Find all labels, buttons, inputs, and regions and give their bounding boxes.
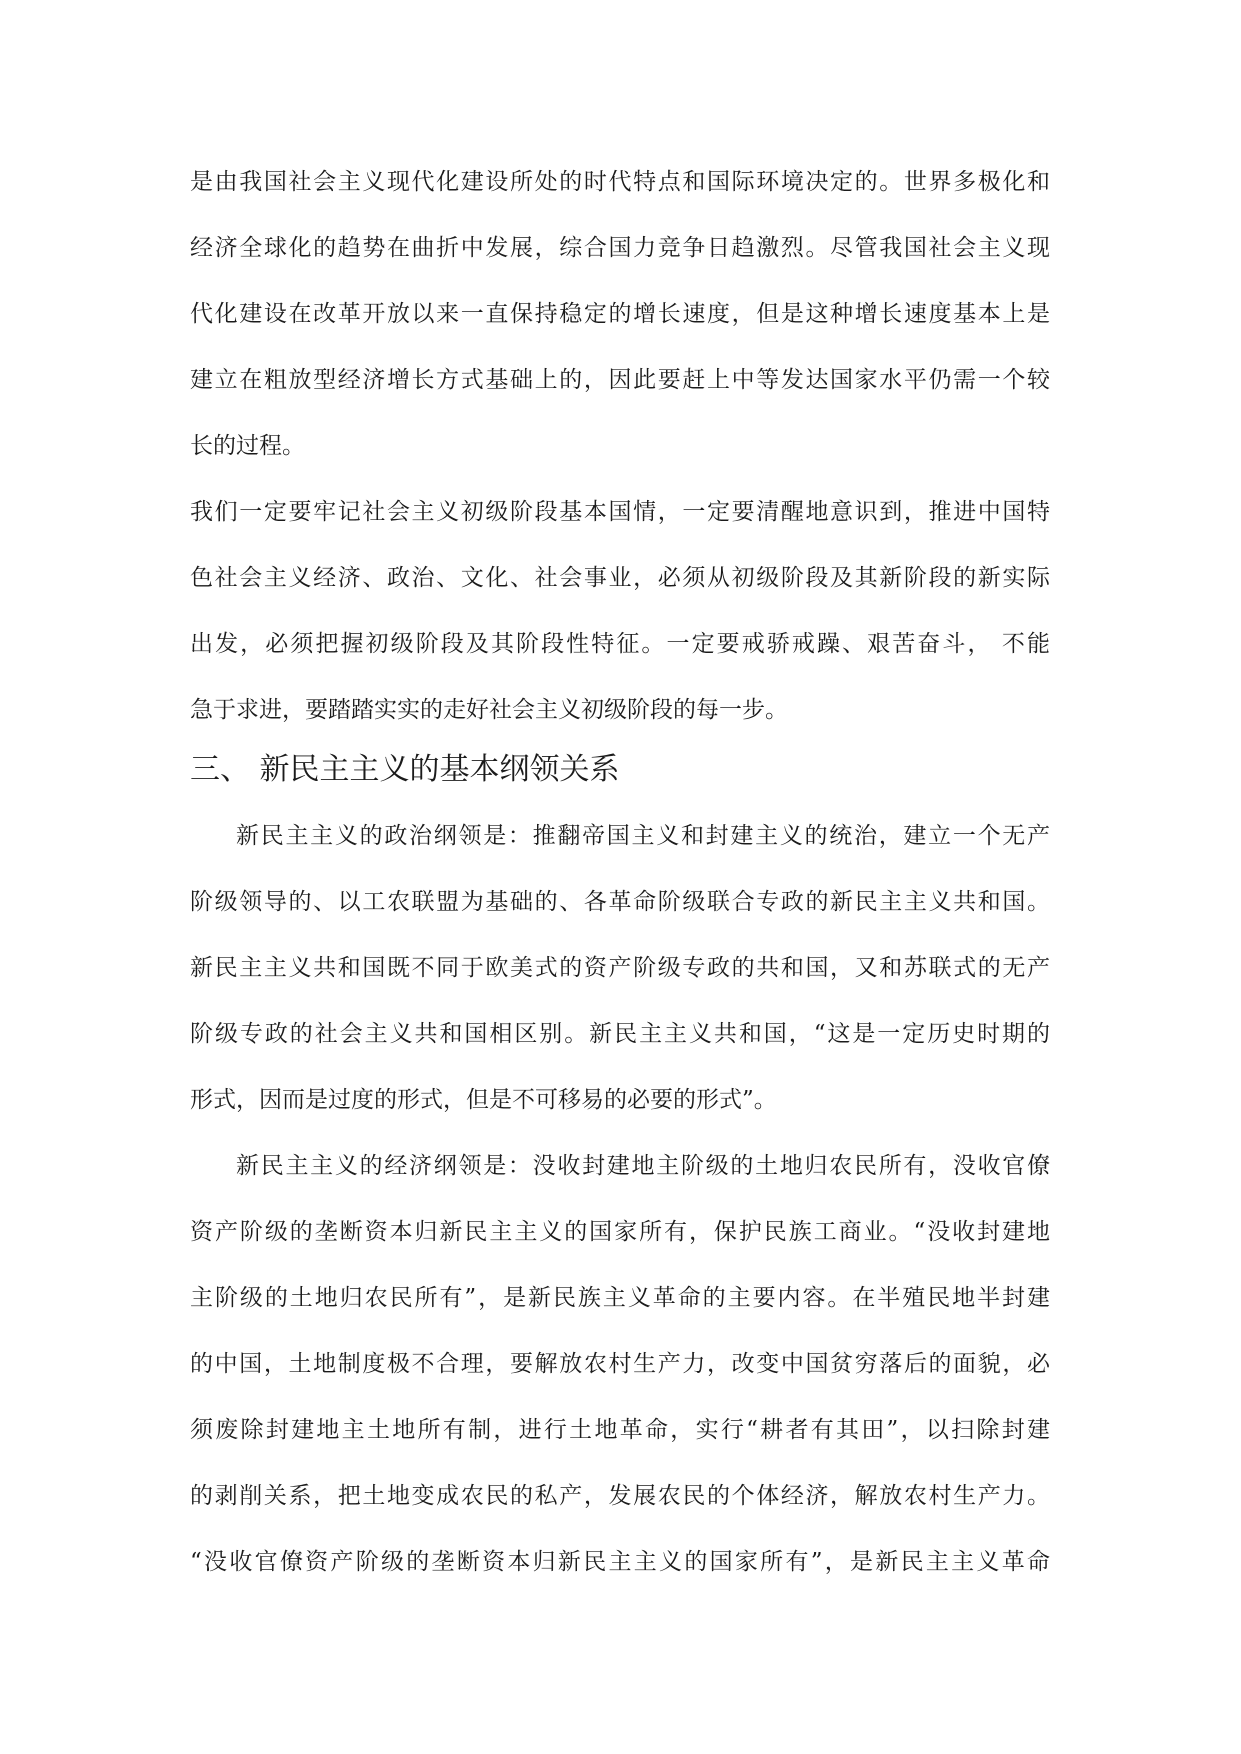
paragraph-line: 色社会主义经济、政治、文化、社会事业，必须从初级阶段及其新阶段的新实际	[190, 565, 1050, 591]
section-heading: 三、 新民主主义的基本纲领关系	[190, 752, 620, 787]
paragraph-line: 是由我国社会主义现代化建设所处的时代特点和国际环境决定的。世界多极化和	[190, 169, 1050, 195]
paragraph-line: 的中国，土地制度极不合理，要解放农村生产力，改变中国贫穷落后的面貌，必	[190, 1351, 1050, 1377]
paragraph-line: 代化建设在改革开放以来一直保持稳定的增长速度，但是这种增长速度基本上是	[190, 301, 1050, 327]
paragraph-line: 阶级专政的社会主义共和国相区别。新民主主义共和国，“这是一定历史时期的	[190, 1021, 1050, 1047]
paragraph-line: 新民主主义的政治纲领是：推翻帝国主义和封建主义的统治，建立一个无产	[236, 823, 1050, 849]
paragraph-line: 的剥削关系，把土地变成农民的私产，发展农民的个体经济，解放农村生产力。	[190, 1483, 1050, 1509]
paragraph-line: 经济全球化的趋势在曲折中发展，综合国力竞争日趋激烈。尽管我国社会主义现	[190, 235, 1050, 261]
paragraph-line: 新民主主义共和国既不同于欧美式的资产阶级专政的共和国，又和苏联式的无产	[190, 955, 1050, 981]
paragraph-line: 资产阶级的垄断资本归新民主主义的国家所有，保护民族工商业。“没收封建地	[190, 1219, 1050, 1245]
paragraph-line: 急于求进，要踏踏实实的走好社会主义初级阶段的每一步。	[190, 697, 788, 723]
paragraph-line: 建立在粗放型经济增长方式基础上的，因此要赶上中等发达国家水平仍需一个较	[190, 367, 1050, 393]
paragraph-line: 阶级领导的、以工农联盟为基础的、各革命阶级联合专政的新民主主义共和国。	[190, 889, 1050, 915]
paragraph-line: 出发，必须把握初级阶段及其阶段性特征。一定要戒骄戒躁、艰苦奋斗， 不能	[190, 631, 1050, 657]
paragraph-line: 形式，因而是过度的形式，但是不可移易的必要的形式”。	[190, 1087, 777, 1113]
paragraph-line: 新民主主义的经济纲领是：没收封建地主阶级的土地归农民所有，没收官僚	[236, 1153, 1050, 1179]
paragraph-line: “没收官僚资产阶级的垄断资本归新民主主义的国家所有”，是新民主主义革命	[190, 1549, 1050, 1575]
paragraph-line: 我们一定要牢记社会主义初级阶段基本国情，一定要清醒地意识到，推进中国特	[190, 499, 1050, 525]
paragraph-line: 须废除封建地主土地所有制，进行土地革命，实行“耕者有其田”，以扫除封建	[190, 1417, 1050, 1443]
paragraph-line: 主阶级的土地归农民所有”，是新民族主义革命的主要内容。在半殖民地半封建	[190, 1285, 1050, 1311]
paragraph-line: 长的过程。	[190, 433, 305, 459]
